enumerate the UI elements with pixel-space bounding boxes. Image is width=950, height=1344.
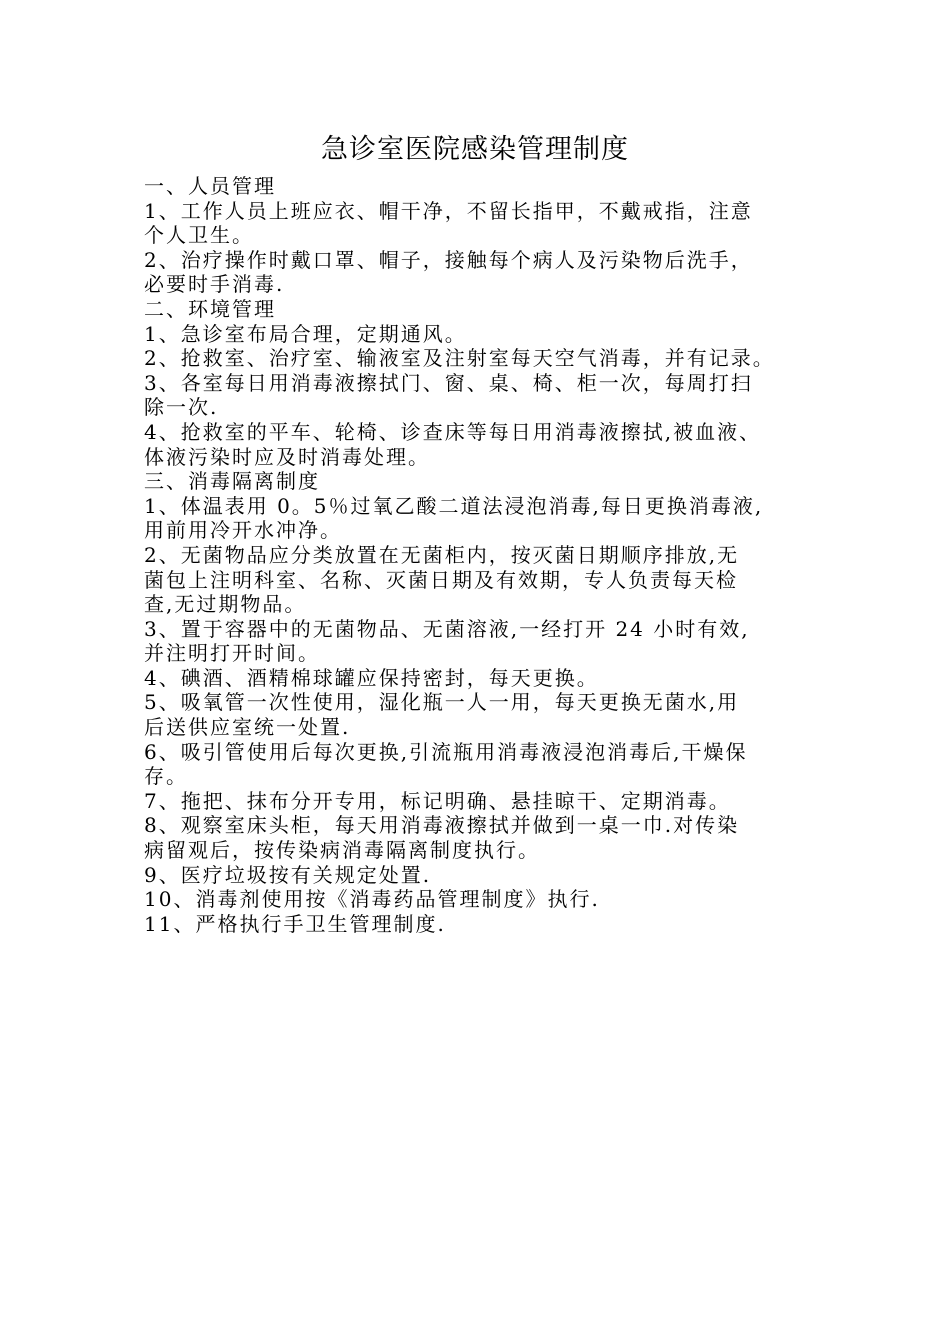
text-line: 2、抢救室、治疗室、输液室及注射室每天空气消毒，并有记录。 [144, 346, 775, 371]
text-line: 6、吸引管使用后每次更换,引流瓶用消毒液浸泡消毒后,干燥保 [144, 739, 748, 764]
text-line: 体液污染时应及时消毒处理。 [144, 444, 430, 469]
text-line: 3、各室每日用消毒液擦拭门、窗、桌、椅、柜一次，每周打扫 [144, 370, 753, 395]
text-line: 8、观察室床头柜，每天用消毒液擦拭并做到一桌一巾.对传染 [144, 813, 740, 838]
text-line: 9、医疗垃圾按有关规定处置. [144, 862, 432, 887]
text-line: 除一次. [144, 395, 219, 420]
document-title: 急诊室医院感染管理制度 [321, 134, 629, 165]
text-line: 三、消毒隔离制度 [144, 469, 320, 494]
text-line: 2、无菌物品应分类放置在无菌柜内，按灭菌日期顺序排放,无 [144, 542, 740, 567]
document-body [144, 174, 824, 936]
text-line: 4、抢救室的平车、轮椅、诊查床等每日用消毒液擦拭,被血液、 [144, 419, 762, 444]
text-line: 菌包上注明科室、名称、灭菌日期及有效期，专人负责每天检 [144, 567, 738, 592]
text-line: 并注明打开时间。 [144, 641, 320, 666]
text-line: 5、吸氧管一次性使用，湿化瓶一人一用，每天更换无菌水,用 [144, 690, 740, 715]
text-line: 必要时手消毒. [144, 272, 285, 297]
text-line: 2、治疗操作时戴口罩、帽子，接触每个病人及污染物后洗手， [144, 247, 753, 272]
text-line: 1、工作人员上班应衣、帽干净，不留长指甲，不戴戒指，注意 [144, 198, 753, 223]
text-line: 11、严格执行手卫生管理制度. [144, 911, 446, 936]
text-line: 1、急诊室布局合理，定期通风。 [144, 321, 467, 346]
text-line: 后送供应室统一处置. [144, 715, 351, 740]
text-line: 二、环境管理 [144, 296, 276, 321]
text-line: 4、碘酒、酒精棉球罐应保持密封，每天更换。 [144, 665, 599, 690]
text-line: 病留观后，按传染病消毒隔离制度执行。 [144, 838, 540, 863]
text-line: 10、消毒剂使用按《消毒药品管理制度》执行. [144, 887, 600, 912]
text-line: 个人卫生。 [144, 223, 254, 248]
text-line: 3、置于容器中的无菌物品、无菌溶液,一经打开 24 小时有效, [144, 616, 750, 641]
text-line: 一、人员管理 [144, 174, 276, 198]
text-line: 存。 [144, 764, 188, 789]
text-line: 用前用冷开水冲净。 [144, 518, 342, 543]
text-line: 查,无过期物品。 [144, 592, 307, 617]
text-line: 1、体温表用 0。5％过氧乙酸二道法浸泡消毒,每日更换消毒液, [144, 493, 764, 518]
text-line: 7、拖把、抹布分开专用，标记明确、悬挂晾干、定期消毒。 [144, 788, 731, 813]
